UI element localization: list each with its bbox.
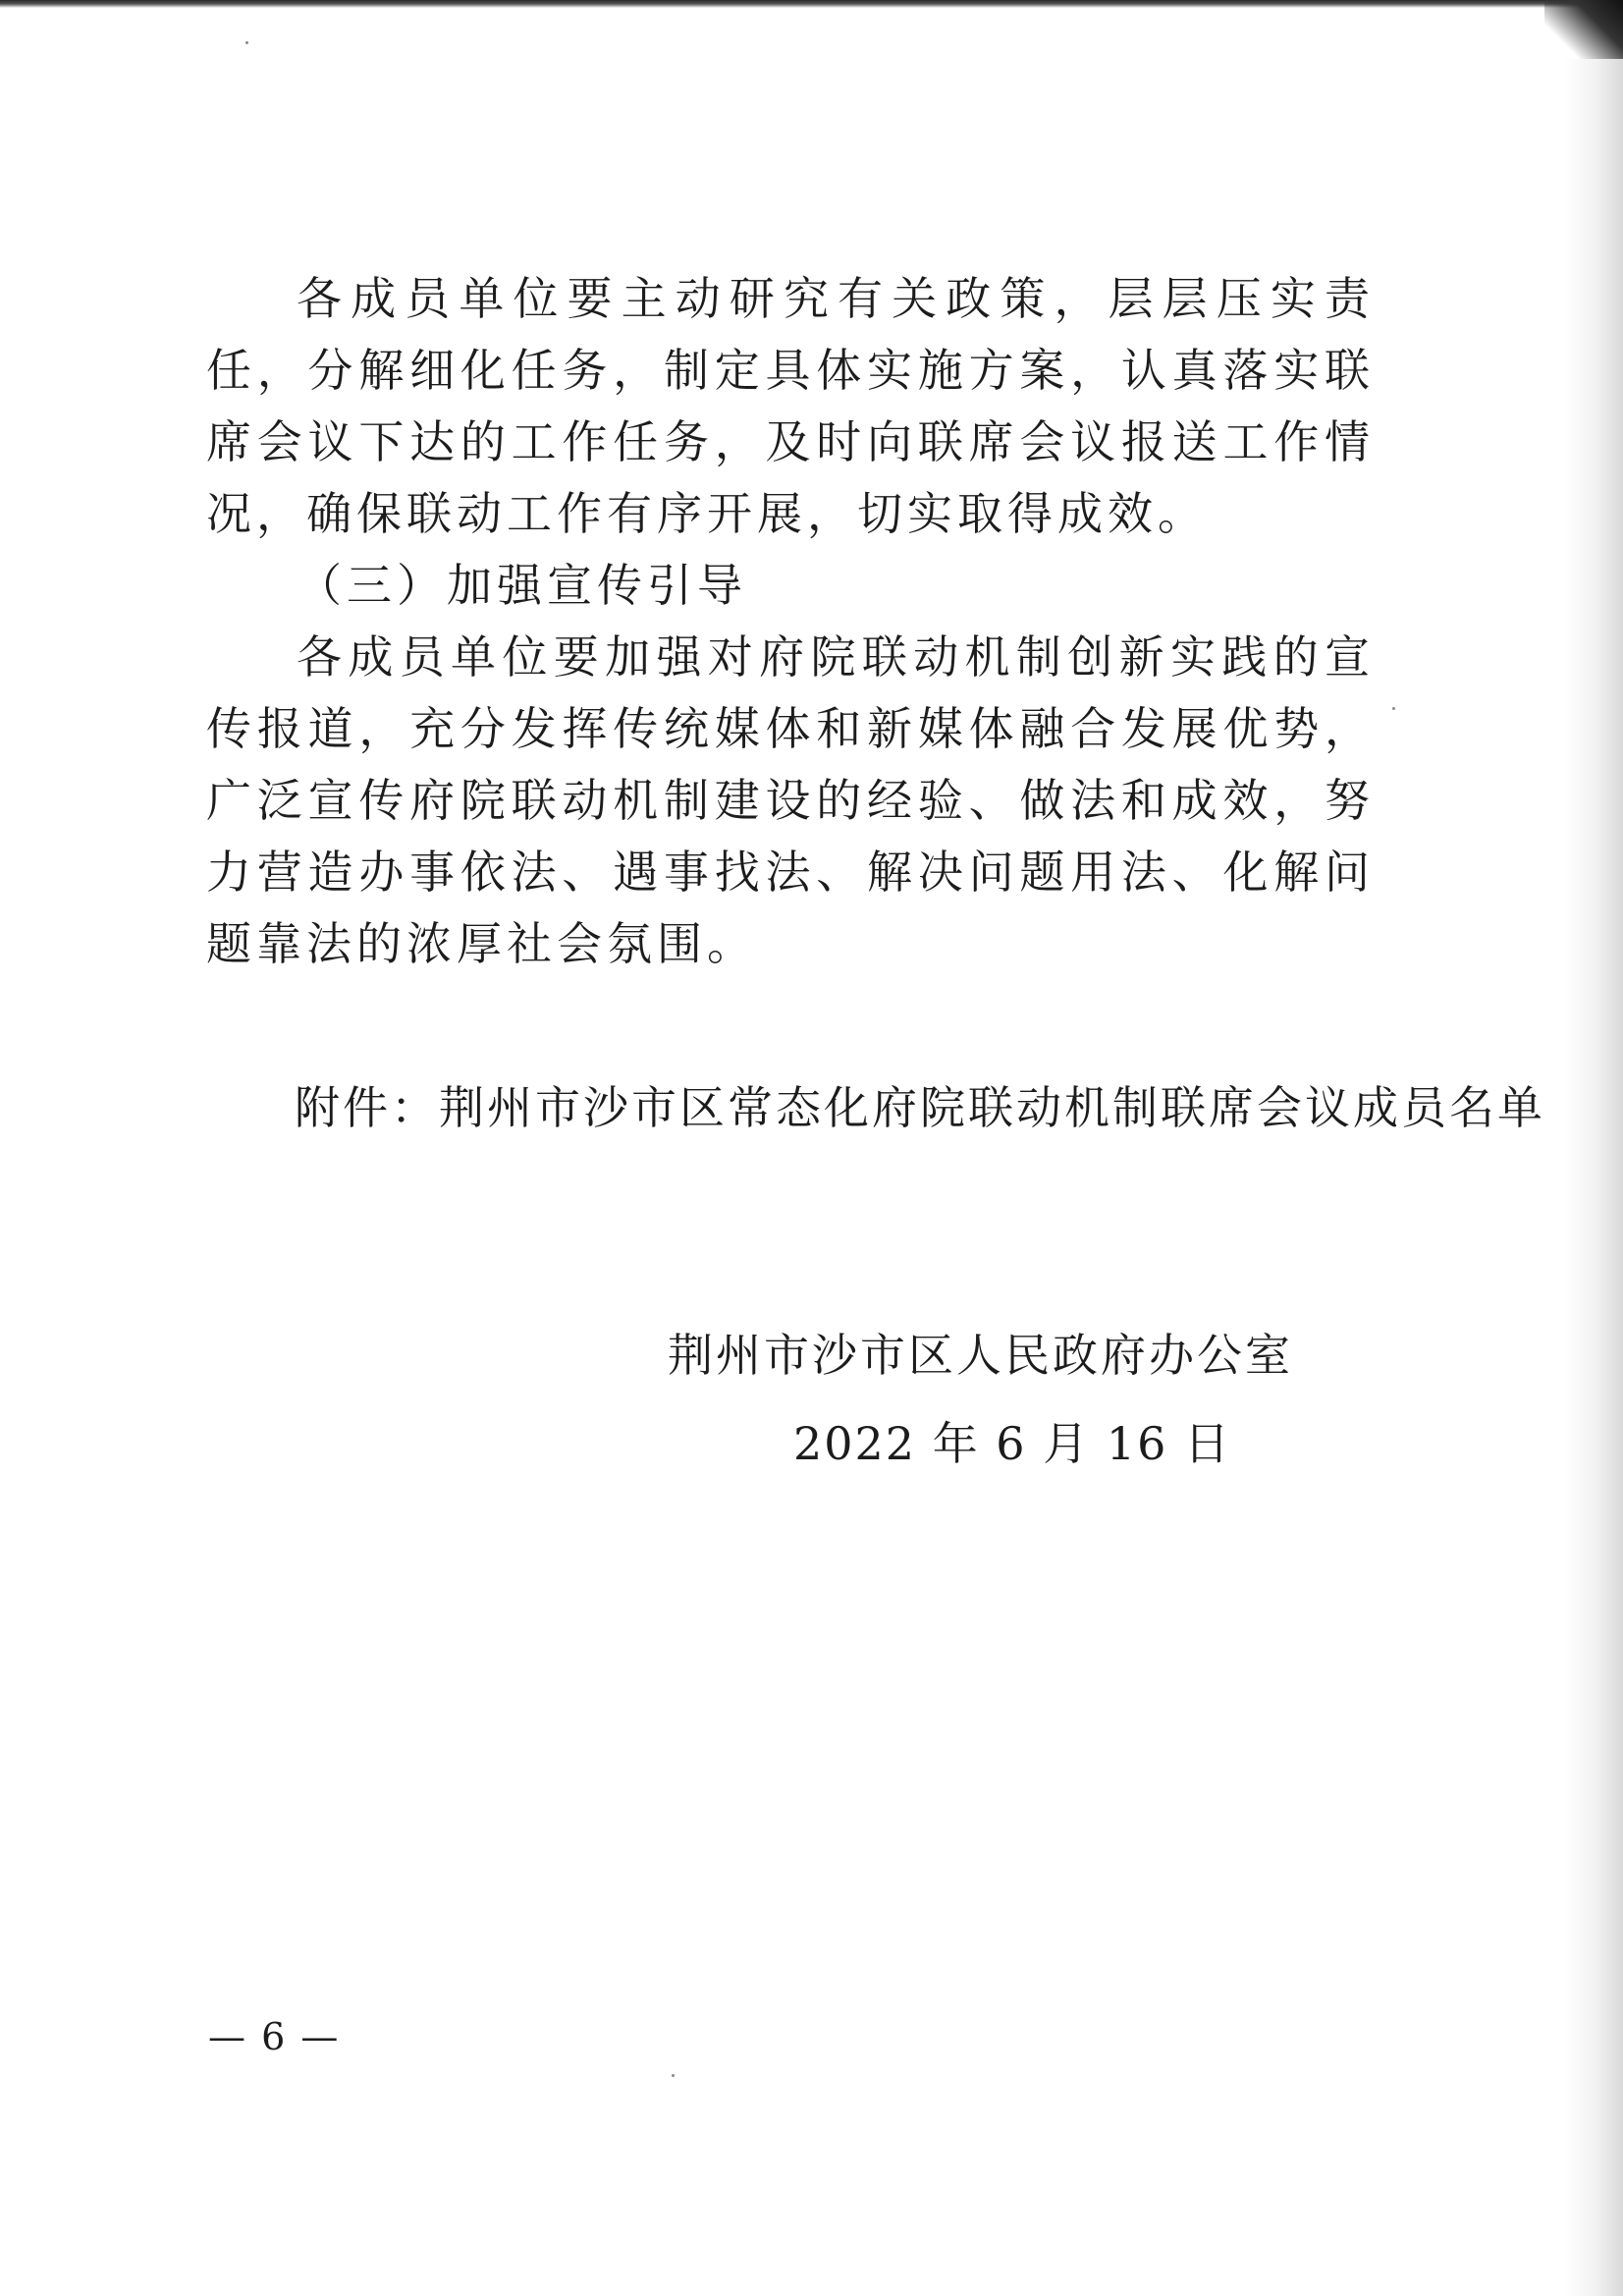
paragraph-responsibilities: 各成员单位要主动研究有关政策，层层压实责任，分解细化任务，制定具体实施方案，认真落实联席会议下达的工作任务，及时向联席会议报送工作情况，确保联动工作有序开展，切实取得成效。 — [206, 272, 1375, 540]
section-heading: （三）加强宣传引导 — [297, 559, 747, 612]
issuer-name: 荆州市沙市区人民政府办公室 — [668, 1329, 1293, 1382]
scan-speck — [245, 41, 248, 44]
document-body — [206, 263, 1375, 980]
page-number: — 6 — — [208, 2015, 341, 2058]
scan-speck — [1392, 707, 1395, 710]
scan-top-edge — [0, 0, 1623, 8]
issue-date: 2022 年 6 月 16 日 — [793, 1417, 1231, 1470]
attachment-line: 附件：荆州市沙市区常态化府院联动机制联席会议成员名单 — [295, 1081, 1545, 1134]
scan-speck — [672, 2074, 675, 2077]
signature-block — [668, 1321, 1293, 1478]
scan-right-edge — [1564, 59, 1623, 2296]
paragraph-publicity: 各成员单位要加强对府院联动机制创新实践的宣传报道，充分发挥传统媒体和新媒体融合发展优势，广泛宣传府院联动机制建设的经验、做法和成效，努力营造办事依法、遇事找法、解决问题用法、化解问题靠法的浓厚社会氛围。 — [206, 630, 1375, 970]
scan-corner-shadow — [1544, 0, 1623, 59]
